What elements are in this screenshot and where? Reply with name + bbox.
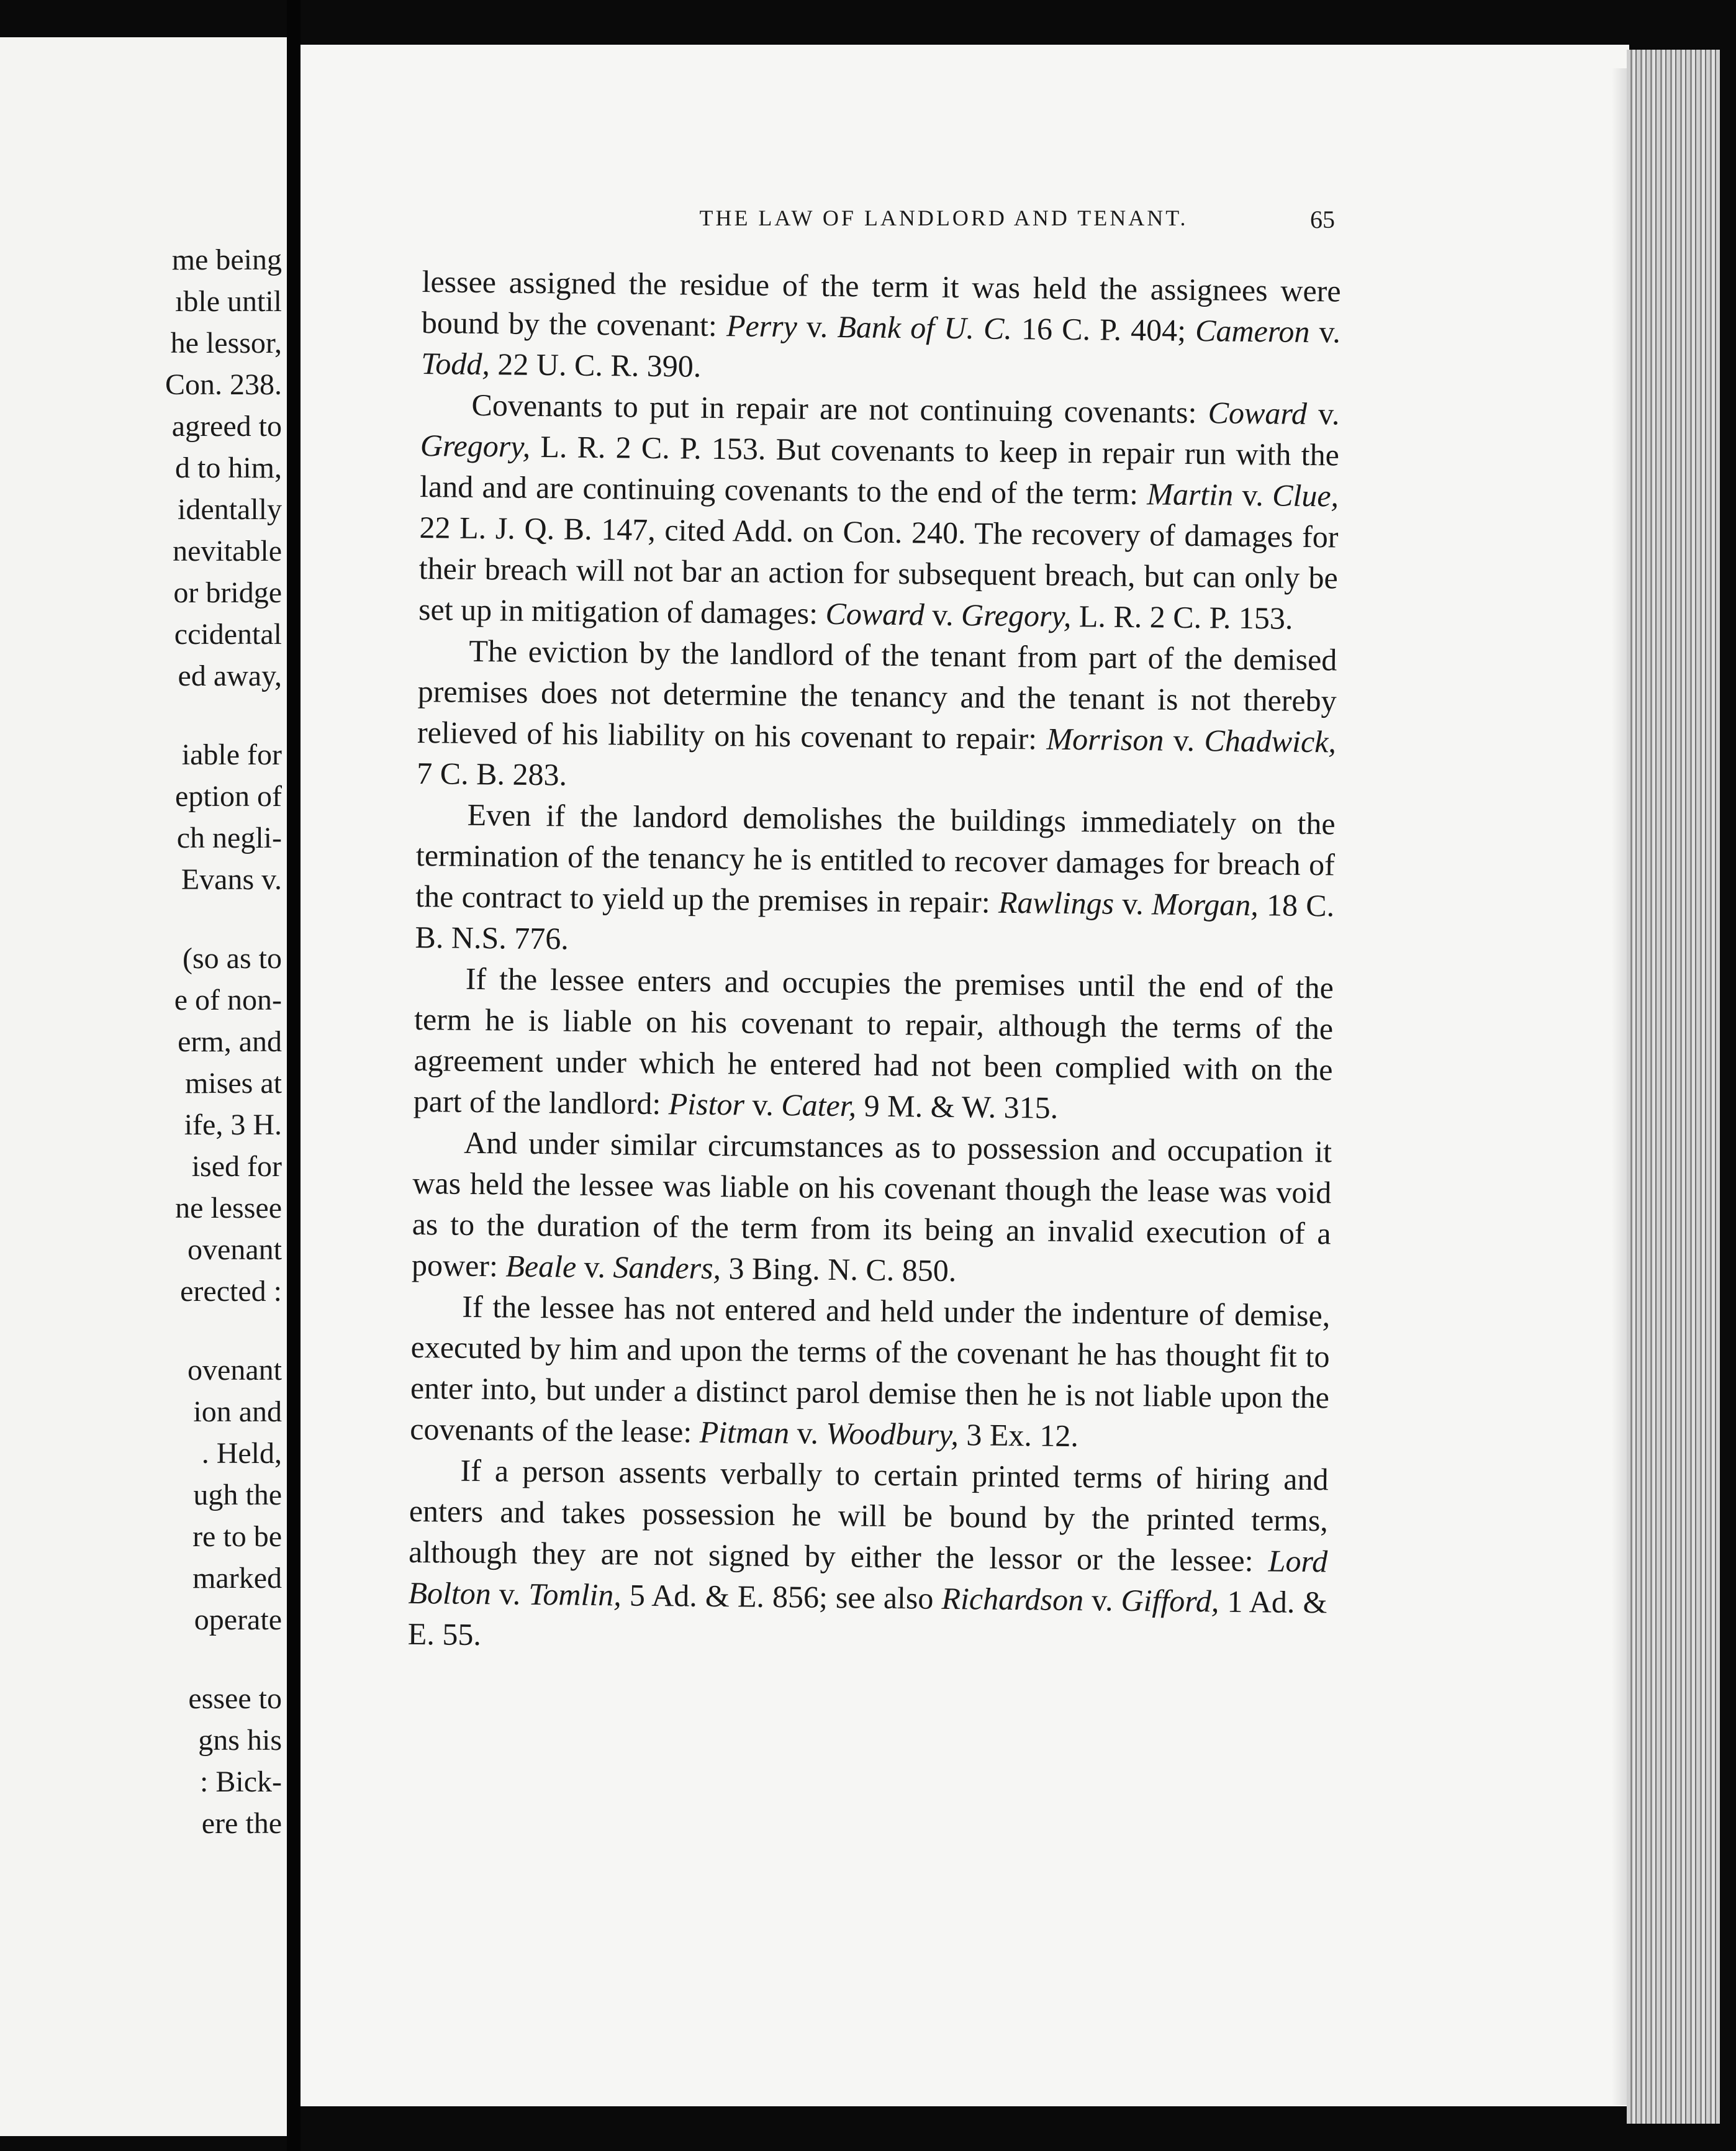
left-page-line: ised for xyxy=(191,1150,282,1183)
paragraph: Even if the landord demolishes the buildings immediately on the termination of the tenancy he is entitled to recover damages for breach of the contract to yield up the premises in repair: Rawlings v. Morgan, 18 C. B. N.S. 776. xyxy=(415,797,1336,956)
left-page-line: operate xyxy=(194,1603,282,1636)
left-page-line: erected : xyxy=(180,1275,282,1308)
left-page xyxy=(0,37,287,2136)
paragraph: If the lessee enters and occupies the premises until the end of the term he is liable on his covenant to repair, although the terms of the agreement under which he entered had not been complied with on the part of the landlord: Pistor v. Cater, 9 M. & W. 315. xyxy=(413,961,1334,1125)
page-block-edges xyxy=(1627,50,1720,2124)
left-page-line: nevitable xyxy=(173,535,282,568)
left-page-line: ovenant xyxy=(188,1354,282,1387)
left-page-line: identally xyxy=(178,493,282,526)
running-header: THE LAW OF LANDLORD AND TENANT. xyxy=(699,206,1188,230)
left-page-line: : Bick- xyxy=(200,1765,282,1798)
paragraph: And under similar circumstances as to possession and occupation it was held the lessee was liable on his covenant though the lease was void as to the duration of the term from its being an invalid execution of a power: Beale v. Sanders, 3 Bing. N. C. 850. xyxy=(411,1125,1332,1288)
left-page-line: ovenant xyxy=(188,1233,282,1266)
left-page-line: marked xyxy=(192,1562,282,1595)
book-gutter xyxy=(287,0,301,2151)
left-page-line: ife, 3 H. xyxy=(184,1108,282,1141)
left-page-line: erm, and xyxy=(178,1025,282,1058)
left-page-line: . Held, xyxy=(201,1437,282,1470)
left-page-line: ed away, xyxy=(178,659,282,692)
page-body xyxy=(408,261,1341,1664)
left-page-line: or bridge xyxy=(173,576,282,609)
page-number: 65 xyxy=(1310,206,1335,233)
left-page-line: eption of xyxy=(175,780,282,813)
left-page-line: essee to xyxy=(188,1682,282,1715)
paragraph: If a person assents verbally to certain printed terms of hiring and enters and takes possession he will be bound by the printed terms, although they are not signed by either the lessor or the lessee: Lord Bolton v. Tomlin, 5 Ad. & E. 856; see also Richardson v. Gifford, 1 Ad. & E. 55. xyxy=(407,1452,1329,1652)
left-page-line: ere the xyxy=(201,1807,282,1840)
left-page-line: mises at xyxy=(185,1067,282,1100)
left-page-line: ıble until xyxy=(175,285,282,318)
left-page-line: Con. 238. xyxy=(165,368,282,401)
left-page-line: gns his xyxy=(198,1724,282,1757)
paragraph: If the lessee has not entered and held under the indenture of demise, executed by him and upon the terms of the covenant he has thought fit to enter into, but under a distinct parol demise then he is not liable upon the covenants of the lease: Pitman v. Woodbury, 3 Ex. 12. xyxy=(410,1288,1331,1454)
paragraph: The eviction by the landlord of the tenant from part of the demised premises does not determine the tenancy and the tenant is not thereby relieved of his liability on his covenant to repair: Morrison v. Chadwick, 7 C. B. 283. xyxy=(417,633,1337,792)
paragraph: lessee assigned the residue of the term it was held the assignees were bound by the covenant: Perry v. Bank of U. C. 16 C. P. 404; Cameron v. Todd, 22 U. C. R. 390. xyxy=(420,263,1341,384)
left-page-line: re to be xyxy=(192,1520,282,1553)
left-page-text xyxy=(0,37,287,2136)
left-page-line: Evans v. xyxy=(181,863,282,896)
left-page-line: ch negli- xyxy=(176,822,282,854)
left-page-line: he lessor, xyxy=(170,327,282,360)
left-page-line: ion and xyxy=(193,1395,282,1428)
paragraph: Covenants to put in repair are not continuing covenants: Coward v. Gregory, L. R. 2 C. P. 153. But covenants to keep in repair run with the land and are continuing covenants to the end of the term: Martin v. Clue, 22 L. J. Q. B. 147, cited Add. on Con. 240. The recovery of damages for their breach will not bar an action for subsequent breach, but can only be set up in mitigation of damages: Coward v. Gregory, L. R. 2 C. P. 153. xyxy=(418,387,1340,636)
left-page-line: me being xyxy=(171,243,282,276)
left-page-line: ccidental xyxy=(174,618,282,651)
left-page-line: ne lessee xyxy=(175,1192,282,1225)
left-page-line: ugh the xyxy=(193,1479,282,1511)
left-page-line: agreed to xyxy=(171,410,282,443)
left-page-line: (so as to xyxy=(183,942,282,975)
left-page-line: e of non- xyxy=(174,984,282,1017)
left-page-line: iable for xyxy=(181,738,282,771)
left-page-line: d to him, xyxy=(174,451,282,484)
